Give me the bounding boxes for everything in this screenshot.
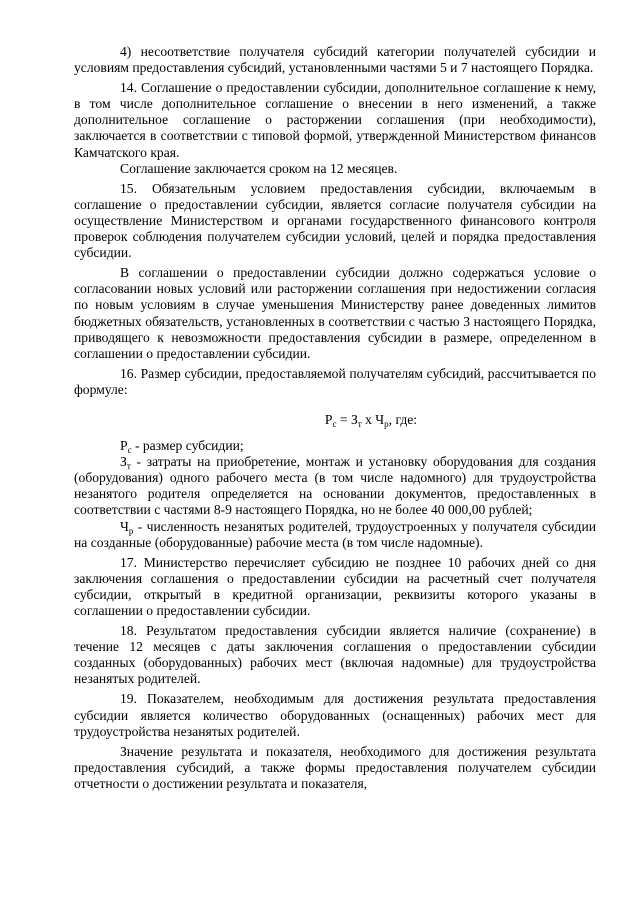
paragraph-15: 15. Обязательным условием предоставления субсидии, включаемым в соглашение о предоставлении субсидии, является согласие получателя субсидии на осуществление Министерством и органами государственного финансового контроля проверок соблюдения получателем субсидии условий, целей и порядка предоставления субсидии. [74,180,596,261]
subsidy-formula [74,412,596,428]
definition-chr-text: - численность незанятых родителей, трудоустроенных у получателя субсидии на созданные (оборудованные) рабочие места (в том числе надомные). [74,518,596,550]
formula-times: х [361,411,376,427]
formula-zt-sub: т [357,418,362,429]
paragraph-result-value: Значение результата и показателя, необходимого для достижения результата предоставления субсидий, а также формы предоставления получателем субсидии отчетности о достижении результата и показателя, [74,743,596,791]
definition-zt [74,454,596,518]
paragraph-17: 17. Министерство перечисляет субсидию не позднее 10 рабочих дней со дня заключения соглашения о предоставлении субсидии на расчетный счет получателя субсидии, открытый в кредитной организации, реквизиты которого указаны в соглашении о предоставлении субсидии. [74,554,596,618]
definition-zt-text: - затраты на приобретение, монтаж и установку оборудования для создания (оборудования) одного рабочего места (в том числе надомного) для трудоустройства незанятого родителя определяется на основании документов, предоставленных в соответствии с частями 8-9 настоящего Порядка, но не более 40 000,00 рублей; [74,454,596,518]
formula-chr: Ч [375,411,385,427]
formula-eq: = [336,411,351,427]
formula-where: , где: [388,411,418,427]
paragraph-18: 18. Результатом предоставления субсидии является наличие (сохранение) в течение 12 месяцев с даты заключения соглашения о предоставлении субсидии созданных (оборудованных) рабочих мест (включая надомные) для трудоустройства незанятых родителей. [74,623,596,687]
definition-ps-symbol: Р [120,438,128,454]
paragraph-agreement-condition: В соглашении о предоставлении субсидии должно содержаться условие о согласовании новых условий или расторжении соглашения при недостижении согласия по новым условиям в случае уменьшения Министерству ранее доведенных лимитов бюджетных обязательств, установленных в соответствии с частью 3 настоящего Порядка, приводящего к невозможности предоставления субсидии в размере, определенном в соглашении о предоставлении субсидии. [74,265,596,361]
definition-zt-sub: т [126,461,131,472]
definition-chr-symbol: Ч [120,518,129,534]
paragraph-14: 14. Соглашение о предоставлении субсидии, дополнительное соглашение к нему, в том числе дополнительное соглашение о внесении в него изменений, а также дополнительное соглашение о расторжении соглашения (при необходимости), заключается в соответствии с типовой формой, утвержденной Министерством финансов Камчатского края. [74,80,596,160]
formula-chr-sub: р [384,418,389,429]
definition-ps-text: - размер субсидии; [131,438,244,454]
paragraph-item-4: 4) несоответствие получателя субсидий категории получателей субсидии и условиям предоставления субсидий, установленными частями 5 и 7 настоящего Порядка. [74,44,596,76]
definition-chr [74,519,596,551]
formula-ps: Р [324,411,333,427]
definition-ps-sub: с [127,445,132,456]
paragraph-agreement-term: Соглашение заключается сроком на 12 месяцев. [120,160,398,176]
document-body [74,44,596,792]
definition-zt-symbol: З [120,454,127,470]
definition-chr-sub: р [128,525,134,536]
definition-ps [74,438,596,454]
paragraph-16: 16. Размер субсидии, предоставляемой получателям субсидий, рассчитывается по формуле: [74,365,596,397]
formula-ps-sub: с [332,418,337,429]
formula-zt: З [350,411,358,427]
paragraph-19: 19. Показателем, необходимым для достижения результата предоставления субсидии является количество оборудованных (оснащенных) рабочих мест для трудоустройства незанятых родителей. [74,691,596,739]
